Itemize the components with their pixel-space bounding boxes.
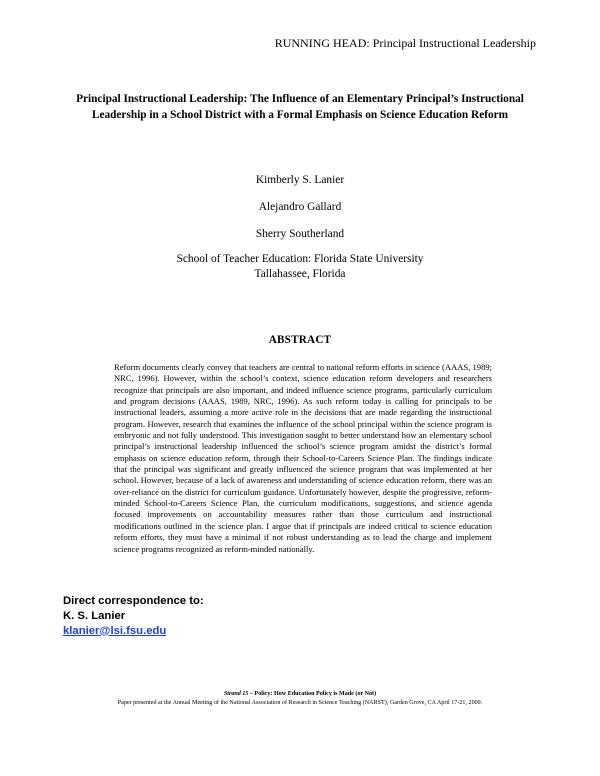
correspondence-name: K. S. Lanier [63, 609, 126, 622]
running-head: RUNNING HEAD: Principal Instructional Leadership [274, 36, 536, 50]
paper-title [50, 91, 550, 123]
footer-paper-note: Paper presented at the Annual Meeting of the National Association of Research in Science Teaching (NARST), Garden Grove, CA April 17-21, 2009. [117, 700, 483, 706]
author-3: Sherry Southerland [255, 228, 345, 240]
abstract-text: Reform documents clearly convey that teachers are central to national reform efforts in science (AAAS, 1989; NRC, 1996). However, within the school’s context, science education reform developers and researchers recognize that principals are also important, and indeed influence science programs, particularly curriculum and program decisions (AAAS, 1989, NRC, 1996). As such reform today is calling for principals to be instructional leaders, assuming a more active role in the decisions that are made regarding the instructional program. However, research that examines the influence of the school principal within the science program is embryonic and not fully understood. This investigation sought to better understand how an elementary school principal’s instructional leadership influenced the school’s science program amidst the district’s formal emphasis on science education reform, through their School-to-Careers Science Plan. The findings indicate that the principal was significant and greatly influenced the science program that was implemented at her school. However, because of a lack of awareness and understanding of science education reform, there was an over-reliance on the district for curriculum guidance. Unfortunately however, despite the progressive, reform-minded School-to-Careers Science Plan, the curriculum modifications, suggestions, and science agenda focused improvements on accountability measures rather than those curriculum and instructional modifications outlined in the science plan. I argue that if principals are indeed critical to science education reform efforts, they must have a minimal if not robust understanding as to lead the charge and implement science programs recognized as reform-minded nationally. [114, 362, 492, 554]
author-2: Alejandro Gallard [258, 201, 342, 213]
correspondence-email-link[interactable]: klanier@lsi.fsu.edu [63, 624, 167, 637]
affiliation [0, 252, 600, 281]
footer-strand [0, 691, 600, 697]
footer-strand-number: Strand 15 [223, 691, 249, 697]
affiliation-location: Tallahassee, Florida [254, 267, 346, 280]
paper-title-line-2: Leadership in a School District with a Formal Emphasis on Science Education Reform [91, 109, 509, 121]
author-1: Kimberly S. Lanier [255, 174, 345, 186]
abstract-heading: ABSTRACT [268, 334, 332, 346]
affiliation-institution: School of Teacher Education: Florida State University [176, 253, 424, 265]
footer-strand-title: – Policy: How Education Policy is Made (or Not) [248, 691, 377, 697]
paper-title-line-1: Principal Instructional Leadership: The Influence of an Elementary Principal’s Instructional [76, 93, 524, 105]
correspondence-label: Direct correspondence to: [63, 595, 204, 607]
correspondence-block [63, 594, 204, 638]
